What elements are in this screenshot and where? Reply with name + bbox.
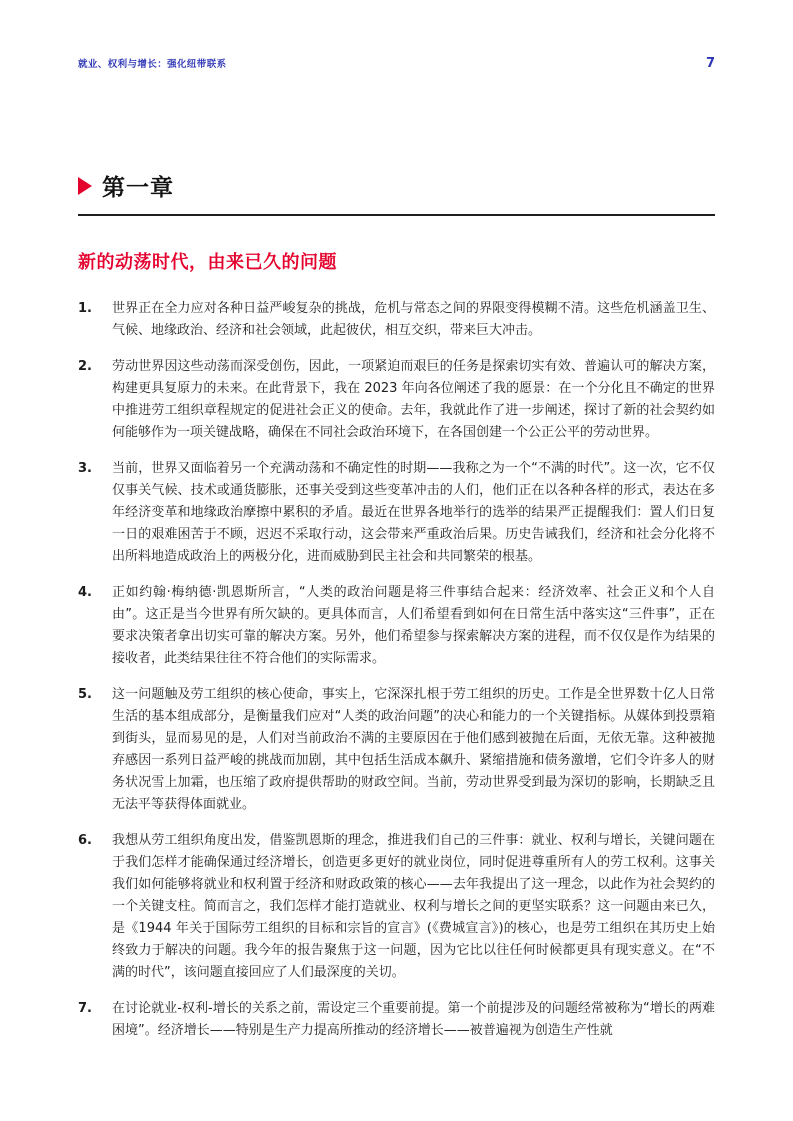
paragraph-number: 1. bbox=[78, 301, 92, 316]
paragraph-text: 世界正在全力应对各种日益严峻复杂的挑战，危机与常态之间的界限变得模糊不清。这些危机涵盖卫生、气候、地缘政治、经济和社会领域，此起彼伏，相互交织，带来巨大冲击。 bbox=[112, 301, 715, 338]
paragraph-number: 3. bbox=[78, 461, 92, 476]
paragraph-text: 当前，世界又面临着另一个充满动荡和不确定性的时期——我称之为一个“不满的时代”。这一次，它不仅仅事关气候、技术或通货膨胀，还事关受到这些变革冲击的人们，他们正在以各种各样的形式，表达在多年经济变革和地缘政治摩擦中累积的矛盾。最近在世界各地举行的选举的结果严正提醒我们：置人们日复一日的艰难困苦于不顾，迟迟不采取行动，这会带来严重政治后果。历史告诫我们，经济和社会分化将不出所料地造成政治上的两极分化，进而威胁到民主社会和共同繁荣的根基。 bbox=[112, 461, 715, 564]
paragraph-number: 2. bbox=[78, 359, 92, 374]
paragraph-text: 这一问题触及劳工组织的核心使命，事实上，它深深扎根于劳工组织的历史。工作是全世界数十亿人日常生活的基本组成部分，是衡量我们应对“人类的政治问题”的决心和能力的一个关键指标。从媒体到投票箱到街头，显而易见的是，人们对当前政治不满的主要原因在于他们感到被抛在后面，无依无靠。这种被抛弃感因一系列日益严峻的挑战而加剧，其中包括生活成本飙升、紧缩措施和债务激增，它们令许多人的财务状况雪上加霜，也压缩了政府提供帮助的财政空间。当前，劳动世界受到最为深切的影响，长期缺乏且无法平等获得体面就业。 bbox=[112, 687, 715, 812]
numbered-paragraph bbox=[78, 298, 715, 342]
section-title: 新的动荡时代，由来已久的问题 bbox=[78, 252, 337, 273]
paragraph-list bbox=[78, 298, 715, 1042]
chapter-title: 第一章 bbox=[102, 175, 174, 201]
page-number: 7 bbox=[705, 56, 715, 71]
chapter-heading-row bbox=[78, 169, 715, 202]
numbered-paragraph bbox=[78, 458, 715, 568]
paragraph-number: 5. bbox=[78, 687, 92, 702]
numbered-paragraph bbox=[78, 356, 715, 444]
paragraph-number: 7. bbox=[78, 1001, 92, 1016]
paragraph-text: 在讨论就业-权利-增长的关系之前，需设定三个重要前提。第一个前提涉及的问题经常被称为“增长的两难困境”。经济增长——特别是生产力提高所推动的经济增长——被普遍视为创造生产性就 bbox=[112, 1001, 715, 1038]
running-title: 就业、权利与增长：强化纽带联系 bbox=[78, 59, 227, 70]
numbered-paragraph bbox=[78, 684, 715, 816]
chapter-triangle-icon bbox=[78, 177, 92, 195]
paragraph-number: 4. bbox=[78, 585, 92, 600]
page-header bbox=[78, 56, 715, 71]
chapter-divider bbox=[78, 214, 715, 216]
numbered-paragraph bbox=[78, 830, 715, 984]
paragraph-text: 劳动世界因这些动荡而深受创伤，因此，一项紧迫而艰巨的任务是探索切实有效、普遍认可的解决方案，构建更具复原力的未来。在此背景下，我在 2023 年向各位阐述了我的愿景：在一个分化且不确定的世界中推进劳工组织章程规定的促进社会正义的使命。去年，我就此作了进一步阐述，探讨了新的社会契约如何能够作为一项关键战略，确保在不同社会政治环境下，在各国创建一个公正公平的劳动世界。 bbox=[112, 359, 715, 440]
chapter-heading-block bbox=[78, 169, 715, 216]
numbered-paragraph bbox=[78, 582, 715, 670]
numbered-paragraph bbox=[78, 998, 715, 1042]
paragraph-number: 6. bbox=[78, 833, 92, 848]
paragraph-text: 正如约翰·梅纳德·凯恩斯所言，“人类的政治问题是将三件事结合起来：经济效率、社会正义和个人自由”。这正是当今世界有所欠缺的。更具体而言，人们希望看到如何在日常生活中落实这“三件事”，正在要求决策者拿出切实可靠的解决方案。另外，他们希望参与探索解决方案的进程，而不仅仅是作为结果的接收者，此类结果往往不符合他们的实际需求。 bbox=[112, 585, 715, 666]
paragraph-text: 我想从劳工组织角度出发，借鉴凯恩斯的理念，推进我们自己的三件事：就业、权利与增长，关键问题在于我们怎样才能确保通过经济增长，创造更多更好的就业岗位，同时促进尊重所有人的劳工权利。这事关我们如何能够将就业和权利置于经济和财政政策的核心——去年我提出了这一理念，以此作为社会契约的一个关键支柱。简而言之，我们怎样才能打造就业、权利与增长之间的更坚实联系？这一问题由来已久，是《1944 年关于国际劳工组织的目标和宗旨的宣言》(《费城宣言》)的核心，也是劳工组织在其历史上始终致力于解决的问题。我今年的报告聚焦于这一问题，因为它比以往任何时候都更具有现实意义。在“不满的时代”，该问题直接回应了人们最深度的关切。 bbox=[112, 833, 715, 980]
